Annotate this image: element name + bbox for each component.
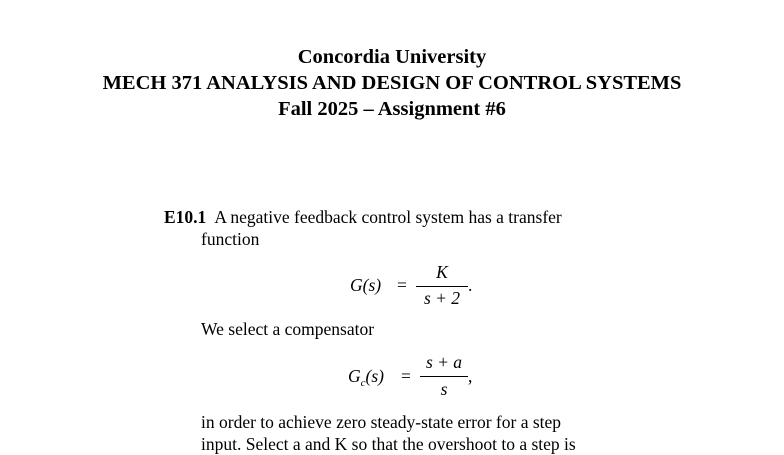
equation1-equals: = <box>397 275 407 295</box>
problem-statement <box>164 206 634 250</box>
equation2-fraction-bar <box>420 376 468 377</box>
requirement-line1: in order to achieve zero steady-state error for a step <box>201 412 562 432</box>
equation-plant-transfer-function <box>350 262 480 312</box>
equation2-numerator: s + a <box>425 352 463 372</box>
equation2-fraction <box>420 352 468 402</box>
university-name: Concordia University <box>297 46 487 68</box>
problem-intro-line2: function <box>201 229 260 249</box>
equation2-lhs-main: G <box>348 366 361 386</box>
requirement-line2: input. Select a and K so that the overshoot to a step is <box>201 434 576 454</box>
document-header <box>0 44 784 122</box>
equation1-lhs: G(s) <box>350 275 382 295</box>
equation1-denominator: s + 2 <box>423 288 461 308</box>
equation-compensator <box>348 352 478 402</box>
equation2-lhs <box>348 366 384 387</box>
equation2-lhs-argument: (s) <box>365 366 384 386</box>
course-title: MECH 371 ANALYSIS AND DESIGN OF CONTROL SYSTEMS <box>102 72 682 94</box>
problem-intro-text: A negative feedback control system has a transfer <box>214 207 562 227</box>
compensator-intro-text: We select a compensator <box>201 319 375 339</box>
equation1-fraction <box>416 262 468 312</box>
equation2-lhs-subscript: c <box>360 377 366 389</box>
equation2-comma: , <box>468 366 473 386</box>
equation1-period: . <box>468 275 473 295</box>
problem-requirement-text <box>201 411 576 455</box>
equation1-numerator: K <box>436 262 448 282</box>
assignment-title: Fall 2025 – Assignment #6 <box>278 98 506 120</box>
equation2-denominator: s <box>440 379 448 399</box>
problem-intro-line1 <box>164 206 634 228</box>
equation2-equals: = <box>401 366 411 386</box>
equation1-fraction-bar <box>416 286 468 287</box>
problem-number: E10.1 <box>164 207 207 227</box>
